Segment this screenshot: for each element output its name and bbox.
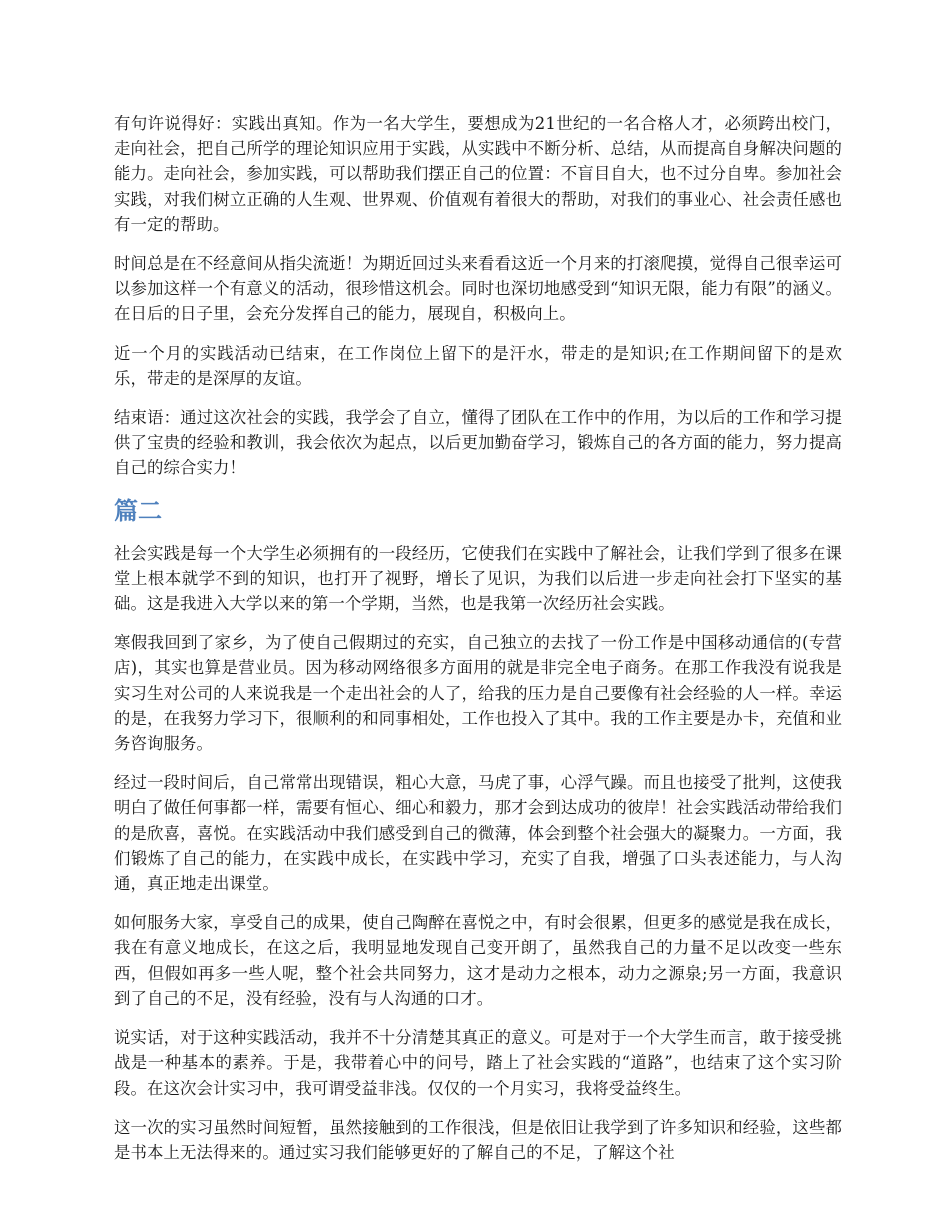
paragraph-time: 时间总是在不经意间从指尖流逝！为期近回过头来看看这近一个月来的打滚爬摸，觉得自己很幸运可以参加这样一个有意义的活动，很珍惜这机会。同时也深切地感受到“知识无限，能力有限”的涵义。在日后的日子里，会充分发挥自己的能力，展现自，积极向上。 [114,254,842,324]
paragraph-social-practice: 社会实践是每一个大学生必须拥有的一段经历，它使我们在实践中了解社会，让我们学到了很多在课堂上根本就学不到的知识，也打开了视野，增长了见识，为我们以后进一步走向社会打下坚实的基础。这是我进入大学以来的第一个学期，当然，也是我第一次经历社会实践。 [114,543,842,614]
paragraph-mistakes: 经过一段时间后，自己常常出现错误，粗心大意，马虎了事，心浮气躁。而且也接受了批判，这使我明白了做任何事都一样，需要有恒心、细心和毅力，那才会到达成功的彼岸！社会实践活动带给我们的是欣喜，喜悦。在实践活动中我们感受到自己的微薄，体会到整个社会强大的凝聚力。一方面，我们锻炼了自己的能力，在实践中成长，在实践中学习，充实了自我，增强了口头表述能力，与人沟通，真正地走出课堂。 [114,773,842,894]
paragraph-winter-job: 寒假我回到了家乡，为了使自己假期过的充实，自己独立的去找了一份工作是中国移动通信的(专营店)，其实也算是营业员。因为移动网络很多方面用的就是非完全电子商务。在那工作我没有说我是实习生对公司的人来说我是一个走出社会的人了，给我的压力是自己要像有社会经验的人一样。幸运的是，在我努力学习下，很顺利的和同事相处，工作也投入了其中。我的工作主要是办卡，充值和业务咨询服务。 [114,633,842,754]
section-heading: 篇二 [114,496,162,525]
paragraph-short-internship: 这一次的实习虽然时间短暂，虽然接触到的工作很浅，但是依旧让我学到了许多知识和经验，这些都是书本上无法得来的。通过实习我们能够更好的了解自己的不足，了解这个社 [114,1117,842,1162]
paragraph-conclusion: 结束语：通过这次社会的实践，我学会了自立，懂得了团队在工作中的作用，为以后的工作和学习提供了宝贵的经验和教训，我会依次为起点，以后更加勤奋学习，锻炼自己的各方面的能力，努力提高自己的综合实力！ [114,408,842,478]
paragraph-intro: 有句许说得好：实践出真知。作为一名大学生，要想成为21世纪的一名合格人才，必须跨出校门，走向社会，把自己所学的理论知识应用于实践，从实践中不断分析、总结，从而提高自身解决问题的能力。走向社会，参加实践，可以帮助我们摆正自己的位置：不盲目自大，也不过分自卑。参加社会实践，对我们树立正确的人生观、世界观、价值观有着很大的帮助，对我们的事业心、社会责任感也有一定的帮助。 [114,114,842,234]
paragraph-honestly: 说实话，对于这种实践活动，我并不十分清楚其真正的意义。可是对于一个大学生而言，敢于接受挑战是一种基本的素养。于是，我带着心中的问号，踏上了社会实践的“道路”，也结束了这个实习阶段。在这次会计实习中，我可谓受益非浅。仅仅的一个月实习，我将受益终生。 [114,1028,842,1098]
paragraph-month-end: 近一个月的实践活动已结束，在工作岗位上留下的是汗水，带走的是知识;在工作期间留下的是欢乐，带走的是深厚的友谊。 [114,343,842,388]
paragraph-growth: 如何服务大家，享受自己的成果，使自己陶醉在喜悦之中，有时会很累，但更多的感觉是我在成长，我在有意义地成长，在这之后，我明显地发现自己变开朗了，虽然我自己的力量不足以改变一些东西，但假如再多一些人呢，整个社会共同努力，这才是动力之根本，动力之源泉;另一方面，我意识到了自己的不足，没有经验，没有与人沟通的口才。 [114,913,842,1008]
document-page [114,111,842,1179]
